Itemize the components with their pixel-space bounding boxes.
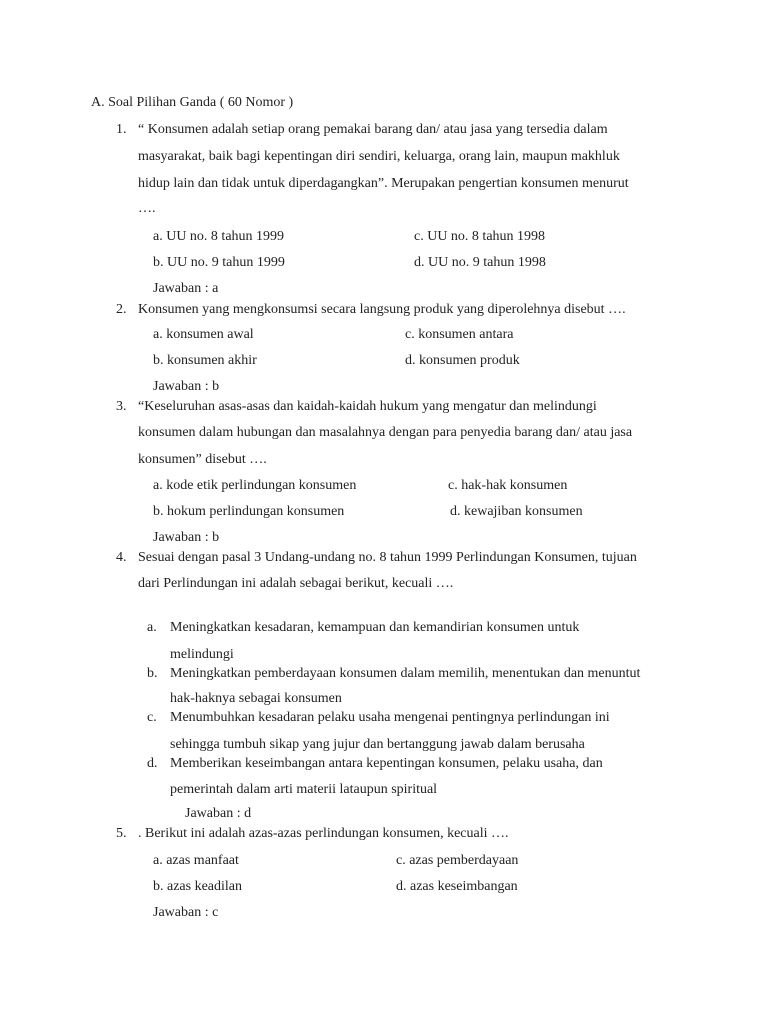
question-text: dari Perlindungan ini adalah sebagai berikut, kecuali …. — [138, 576, 454, 591]
question-text: konsumen” disebut …. — [138, 452, 267, 467]
option-letter: a. — [147, 620, 157, 635]
option-b: b. azas keadilan — [153, 879, 243, 894]
option-letter: d. — [147, 756, 158, 771]
question-number: 5. — [116, 826, 127, 841]
option-b: b. hokum perlindungan konsumen — [153, 504, 345, 519]
option-a-cont: melindungi — [170, 647, 234, 662]
option-letter: b. — [147, 666, 158, 681]
option-c: c. UU no. 8 tahun 1998 — [414, 229, 546, 244]
option-d: d. kewajiban konsumen — [450, 504, 583, 519]
option-b: b. konsumen akhir — [153, 353, 257, 368]
option-a: Meningkatkan kesadaran, kemampuan dan kemandirian konsumen untuk — [170, 620, 580, 635]
answer: Jawaban : b — [153, 379, 220, 394]
question-text: hidup lain dan tidak untuk diperdagangkan”. Merupakan pengertian konsumen menurut — [138, 176, 629, 191]
option-c-cont: sehingga tumbuh sikap yang jujur dan bertanggung jawab dalam berusaha — [170, 737, 585, 752]
option-c: c. hak-hak konsumen — [448, 478, 568, 493]
answer: Jawaban : c — [153, 905, 219, 920]
question-text: konsumen dalam hubungan dan masalahnya dengan para penyedia barang dan/ atau jasa — [138, 425, 633, 440]
answer: Jawaban : b — [153, 530, 220, 545]
option-d-cont: pemerintah dalam arti materii lataupun spiritual — [170, 782, 438, 797]
answer: Jawaban : a — [153, 281, 219, 296]
option-b-cont: hak-haknya sebagai konsumen — [170, 691, 342, 706]
question-text: “ Konsumen adalah setiap orang pemakai barang dan/ atau jasa yang tersedia dalam — [138, 122, 608, 137]
option-c: Menumbuhkan kesadaran pelaku usaha mengenai pentingnya perlindungan ini — [170, 710, 610, 725]
option-a: a. UU no. 8 tahun 1999 — [153, 229, 285, 244]
question-number: 3. — [116, 399, 127, 414]
option-d: Memberikan keseimbangan antara kepentingan konsumen, pelaku usaha, dan — [170, 756, 603, 771]
question-number: 1. — [116, 122, 127, 137]
option-a: a. kode etik perlindungan konsumen — [153, 478, 357, 493]
section-title: A. Soal Pilihan Ganda ( 60 Nomor ) — [91, 95, 294, 110]
question-number: 2. — [116, 302, 127, 317]
question-number: 4. — [116, 550, 127, 565]
option-b: Meningkatkan pemberdayaan konsumen dalam memilih, menentukan dan menuntut — [170, 666, 641, 681]
option-c: c. konsumen antara — [405, 327, 514, 342]
question-text: Sesuai dengan pasal 3 Undang-undang no. 8 tahun 1999 Perlindungan Konsumen, tujuan — [138, 550, 637, 565]
option-letter: c. — [147, 710, 157, 725]
question-text: . Berikut ini adalah azas-azas perlindungan konsumen, kecuali …. — [138, 826, 509, 841]
question-text: Konsumen yang mengkonsumsi secara langsung produk yang diperolehnya disebut …. — [138, 302, 626, 317]
option-c: c. azas pemberdayaan — [396, 853, 519, 868]
question-text: …. — [138, 201, 156, 216]
option-d: d. azas keseimbangan — [396, 879, 518, 894]
question-text: masyarakat, baik bagi kepentingan diri sendiri, keluarga, orang lain, maupun makhluk — [138, 149, 620, 164]
option-a: a. konsumen awal — [153, 327, 254, 342]
option-a: a. azas manfaat — [153, 853, 239, 868]
option-d: d. konsumen produk — [405, 353, 520, 368]
answer: Jawaban : d — [185, 806, 252, 821]
option-d: d. UU no. 9 tahun 1998 — [414, 255, 546, 270]
option-b: b. UU no. 9 tahun 1999 — [153, 255, 285, 270]
question-text: “Keseluruhan asas-asas dan kaidah-kaidah hukum yang mengatur dan melindungi — [138, 399, 597, 414]
